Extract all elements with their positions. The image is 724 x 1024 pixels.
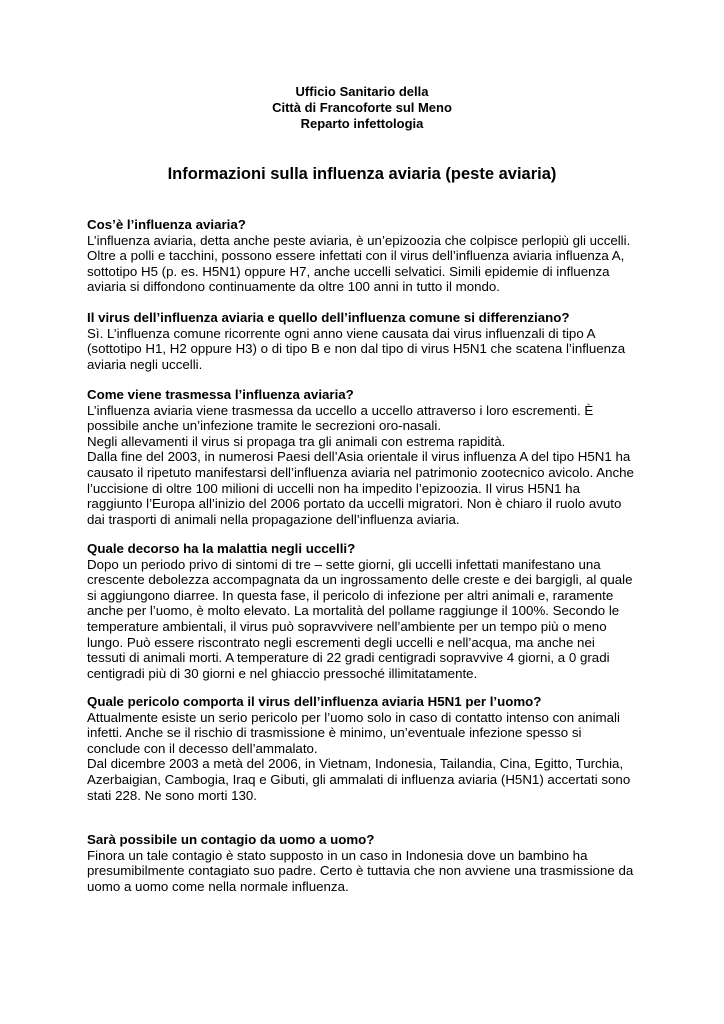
- section-question: Quale pericolo comporta il virus dell’influenza aviaria H5N1 per l’uomo?: [87, 694, 542, 709]
- text-line: Dopo un periodo privo di sintomi di tre – sette giorni, gli uccelli infettati manifestano una: [87, 556, 601, 572]
- text-line: sottotipo H5 (p. es. H5N1) oppure H7, anche uccelli selvatici. Simili epidemie di influenza: [87, 263, 610, 279]
- page-title: Informazioni sulla influenza aviaria (peste aviaria): [167, 165, 557, 183]
- section-question: Quale decorso ha la malattia negli uccelli?: [87, 541, 356, 556]
- section-what-is: [87, 217, 647, 295]
- text-line: raggiunto l’Europa all’inizio del 2006 portato da uccelli migratori. Non è chiaro il ruolo avuto: [87, 496, 622, 512]
- text-line: anche per l’uomo, è molto elevato. La mortalità del pollame raggiunge il 100%. Secondo le: [87, 603, 620, 619]
- section-disease-course: [87, 541, 647, 681]
- text-line: stati 228. Ne sono morti 130.: [87, 787, 257, 803]
- section-question: Sarà possibile un contagio da uomo a uomo?: [87, 832, 375, 847]
- section-transmission: [87, 387, 647, 527]
- text-line: aviaria si diffondono continuamente da oltre 100 anni in tutto il mondo.: [87, 279, 500, 295]
- section-question: Il virus dell’influenza aviaria e quello dell’influenza comune si differenziano?: [87, 310, 570, 325]
- text-line: Negli allevamenti il virus si propaga tra gli animali con estrema rapidità.: [87, 433, 506, 449]
- document-header: [0, 84, 724, 132]
- text-line: presumibilmente contagiato suo padre. Certo è tuttavia che non avviene una trasmissione da: [87, 863, 634, 879]
- text-line: temperature ambientali, il virus può sopravvivere nell’ambiente per un tempo più o meno: [87, 618, 607, 634]
- section-human-danger: [87, 694, 647, 803]
- text-line: conclude con il decesso dell’ammalato.: [87, 740, 318, 756]
- text-line: L’influenza aviaria, detta anche peste aviaria, è un’epizoozia che colpisce perlopiù gli uccelli.: [87, 232, 631, 248]
- header-office: Ufficio Sanitario della: [295, 84, 429, 99]
- text-line: crescente debolezza accompagnata da un ingrossamento delle creste e dei bargigli, al quale: [87, 572, 633, 588]
- text-line: (sottotipo H1, H2 oppure H3) o di tipo B e non dal tipo di virus H5N1 che scatena l’influenza: [87, 341, 626, 357]
- text-line: Dal dicembre 2003 a metà del 2006, in Vietnam, Indonesia, Tailandia, Cina, Egitto, Turchia,: [87, 756, 624, 772]
- text-line: Dalla fine del 2003, in numerosi Paesi dell’Asia orientale il virus influenza A del tipo H5N1 ha: [87, 449, 631, 465]
- text-line: Sì. L’influenza comune ricorrente ogni anno viene causata dai virus influenzali di tipo A: [87, 325, 596, 341]
- text-line: Oltre a polli e tacchini, possono essere infettati con il virus dell’influenza aviaria influenza A,: [87, 248, 625, 264]
- text-line: l’uccisione di oltre 100 milioni di uccelli non ha impedito l’epizoozia. Il virus H5N1 ha: [87, 480, 580, 496]
- header-department: Reparto infettologia: [300, 116, 424, 131]
- section-difference: [87, 310, 647, 372]
- text-line: tessuti di animali morti. A temperature di 22 gradi centigradi sopravvive 4 giorni, a 0 gradi: [87, 650, 610, 666]
- text-line: lungo. Può essere riscontrato negli escrementi degli uccelli e nell’acqua, ma anche nei: [87, 634, 595, 650]
- text-line: possibile anche un’infezione tramite le secrezioni oro-nasali.: [87, 418, 442, 434]
- text-line: causato il ripetuto manifestarsi dell’influenza aviaria nel patrimonio zootecnico avicolo. Anche: [87, 464, 634, 480]
- section-question: Come viene trasmessa l’influenza aviaria?: [87, 387, 354, 402]
- text-line: L’influenza aviaria viene trasmessa da uccello a uccello attraverso i loro escrementi. È: [87, 402, 594, 418]
- section-question: Cos’è l’influenza aviaria?: [87, 217, 246, 232]
- text-line: Attualmente esiste un serio pericolo per l’uomo solo in caso di contatto intenso con animali: [87, 709, 620, 725]
- section-human-contagion: [87, 832, 647, 894]
- text-line: dai trasporti di animali nella propagazione dell’influenza aviaria.: [87, 511, 460, 527]
- text-line: Azerbaigian, Cambogia, Iraq e Gibuti, gli ammalati di influenza aviaria (H5N1) accertati sono: [87, 771, 631, 787]
- text-line: uomo a uomo come nella normale influenza.: [87, 878, 349, 894]
- text-line: centigradi più di 30 giorni e nel ghiaccio pressoché illimitatamente.: [87, 665, 478, 681]
- text-line: aviaria negli uccelli.: [87, 356, 203, 372]
- text-line: Finora un tale contagio è stato supposto in un caso in Indonesia dove un bambino ha: [87, 847, 588, 863]
- text-line: si aggiungono diarree. In questa fase, il pericolo di infezione per altri animali e, raramente: [87, 587, 614, 603]
- header-city: Città di Francoforte sul Meno: [272, 100, 452, 115]
- text-line: infetti. Anche se il rischio di trasmissione è minimo, un’eventuale infezione spesso si: [87, 725, 582, 741]
